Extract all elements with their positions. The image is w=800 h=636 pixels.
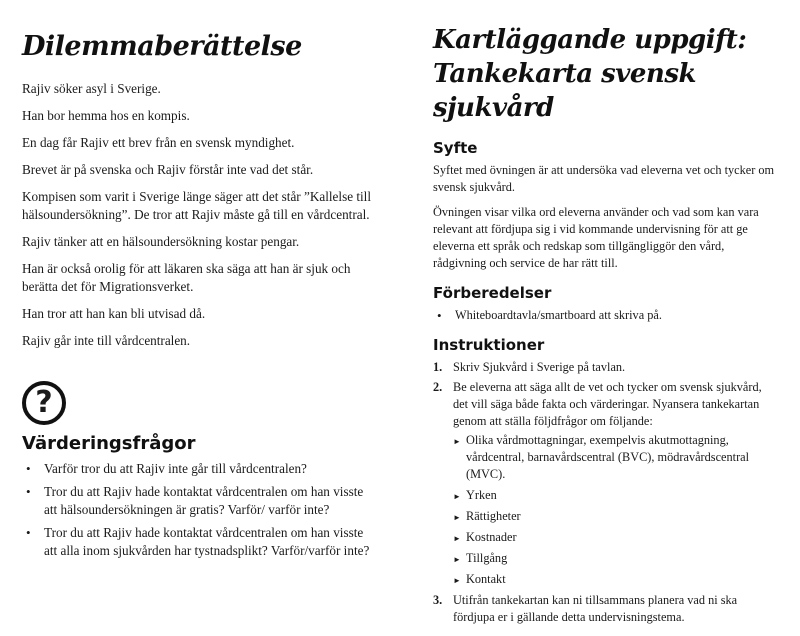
list-item: ► Tillgång bbox=[453, 550, 778, 567]
dilemma-title: Dilemmaberättelse bbox=[22, 31, 302, 62]
values-heading: Värderingsfrågor bbox=[22, 432, 196, 454]
preparations-list bbox=[433, 307, 778, 324]
story-paragraph: Han är också orolig för att läkaren ska säga att han är sjuk och berätta det för Migrationsverket. bbox=[22, 260, 351, 294]
list-item: • Tror du att Rajiv hade kontaktat vårdcentralen om han visste att alla inom sjukvården har tystnadsplikt? Varför/varför inte? bbox=[22, 524, 372, 560]
list-item: • Whiteboardtavla/smartboard att skriva på. bbox=[433, 307, 778, 324]
list-item: • Varför tror du att Rajiv inte går till vårdcentralen? bbox=[22, 460, 372, 478]
instruction-step bbox=[433, 359, 778, 376]
step-number: 3. bbox=[433, 593, 443, 608]
story-paragraph: Han tror att han kan bli utvisad då. bbox=[22, 305, 206, 321]
followup-topics bbox=[453, 432, 778, 588]
question-mark-icon: ? bbox=[22, 381, 66, 425]
story-paragraph: Han bor hemma hos en kompis. bbox=[22, 107, 190, 123]
step-text: Utifrån tankekartan kan ni tillsammans planera vad ni ska fördjupa er i gällande detta undervisningstema. bbox=[453, 593, 738, 625]
story-paragraph: En dag får Rajiv ett brev från en svensk myndighet. bbox=[22, 134, 295, 150]
instructions-heading: Instruktioner bbox=[433, 336, 545, 355]
step-text: Be eleverna att säga allt de vet och tycker om svensk sjukvård, det vill säga både fakta och värderingar. Nyansera tankekartan genom att ställa följdfrågor om följande: bbox=[453, 380, 762, 429]
instruction-step bbox=[433, 379, 778, 588]
preparations-heading: Förberedelser bbox=[433, 284, 552, 303]
step-text: Skriv Sjukvård i Sverige på tavlan. bbox=[453, 360, 626, 375]
story-paragraph: Rajiv tänker att en hälsoundersökning kostar pengar. bbox=[22, 233, 300, 249]
task-title-line2: Tankekarta svensk sjukvård bbox=[433, 58, 696, 123]
left-page bbox=[22, 0, 372, 565]
preparations-section bbox=[433, 284, 778, 324]
purpose-paragraph: Övningen visar vilka ord eleverna använder och vad som kan vara relevant att fördjupa sig i vid kommande undervisning för att ge eleverna ett språk och redskap som tillgängliggör den vård, rådgivning och service de har rätt till. bbox=[433, 205, 759, 271]
step-number: 1. bbox=[433, 360, 443, 375]
story-paragraph: Brevet är på svenska och Rajiv förstår inte vad det står. bbox=[22, 161, 314, 177]
right-page bbox=[433, 0, 778, 629]
story-paragraph: Kompisen som varit i Sverige länge säger att det står ”Kallelse till hälsoundersökning”. De tror att Rajiv måste gå till en vårdcentral. bbox=[22, 188, 372, 222]
list-item: ► Rättigheter bbox=[453, 508, 778, 525]
list-item: ► Kostnader bbox=[453, 529, 778, 546]
instructions-list bbox=[433, 359, 778, 626]
purpose-section bbox=[433, 139, 778, 272]
story-paragraph: Rajiv söker asyl i Sverige. bbox=[22, 80, 161, 96]
story-paragraph: Rajiv går inte till vårdcentralen. bbox=[22, 332, 191, 348]
purpose-heading: Syfte bbox=[433, 139, 478, 158]
step-number: 2. bbox=[433, 380, 443, 395]
instructions-section bbox=[433, 336, 778, 626]
list-item: • Tror du att Rajiv hade kontaktat vårdcentralen om han visste att hälsoundersökningen är gratis? Varför/ varför inte? bbox=[22, 483, 372, 519]
dilemma-story bbox=[22, 80, 372, 350]
list-item: ► Olika vårdmottagningar, exempelvis akutmottagning, vårdcentral, barnavårdscentral (BVC), mödravårdscentral (MVC). bbox=[453, 432, 778, 483]
list-item: ► Kontakt bbox=[453, 571, 778, 588]
instruction-step bbox=[433, 592, 778, 626]
task-title bbox=[433, 24, 778, 125]
values-questions bbox=[22, 460, 372, 560]
task-title-line1: Kartläggande uppgift: bbox=[433, 25, 747, 55]
purpose-paragraph: Syftet med övningen är att undersöka vad eleverna vet och tycker om svensk sjukvård. bbox=[433, 163, 775, 195]
list-item: ► Yrken bbox=[453, 487, 778, 504]
